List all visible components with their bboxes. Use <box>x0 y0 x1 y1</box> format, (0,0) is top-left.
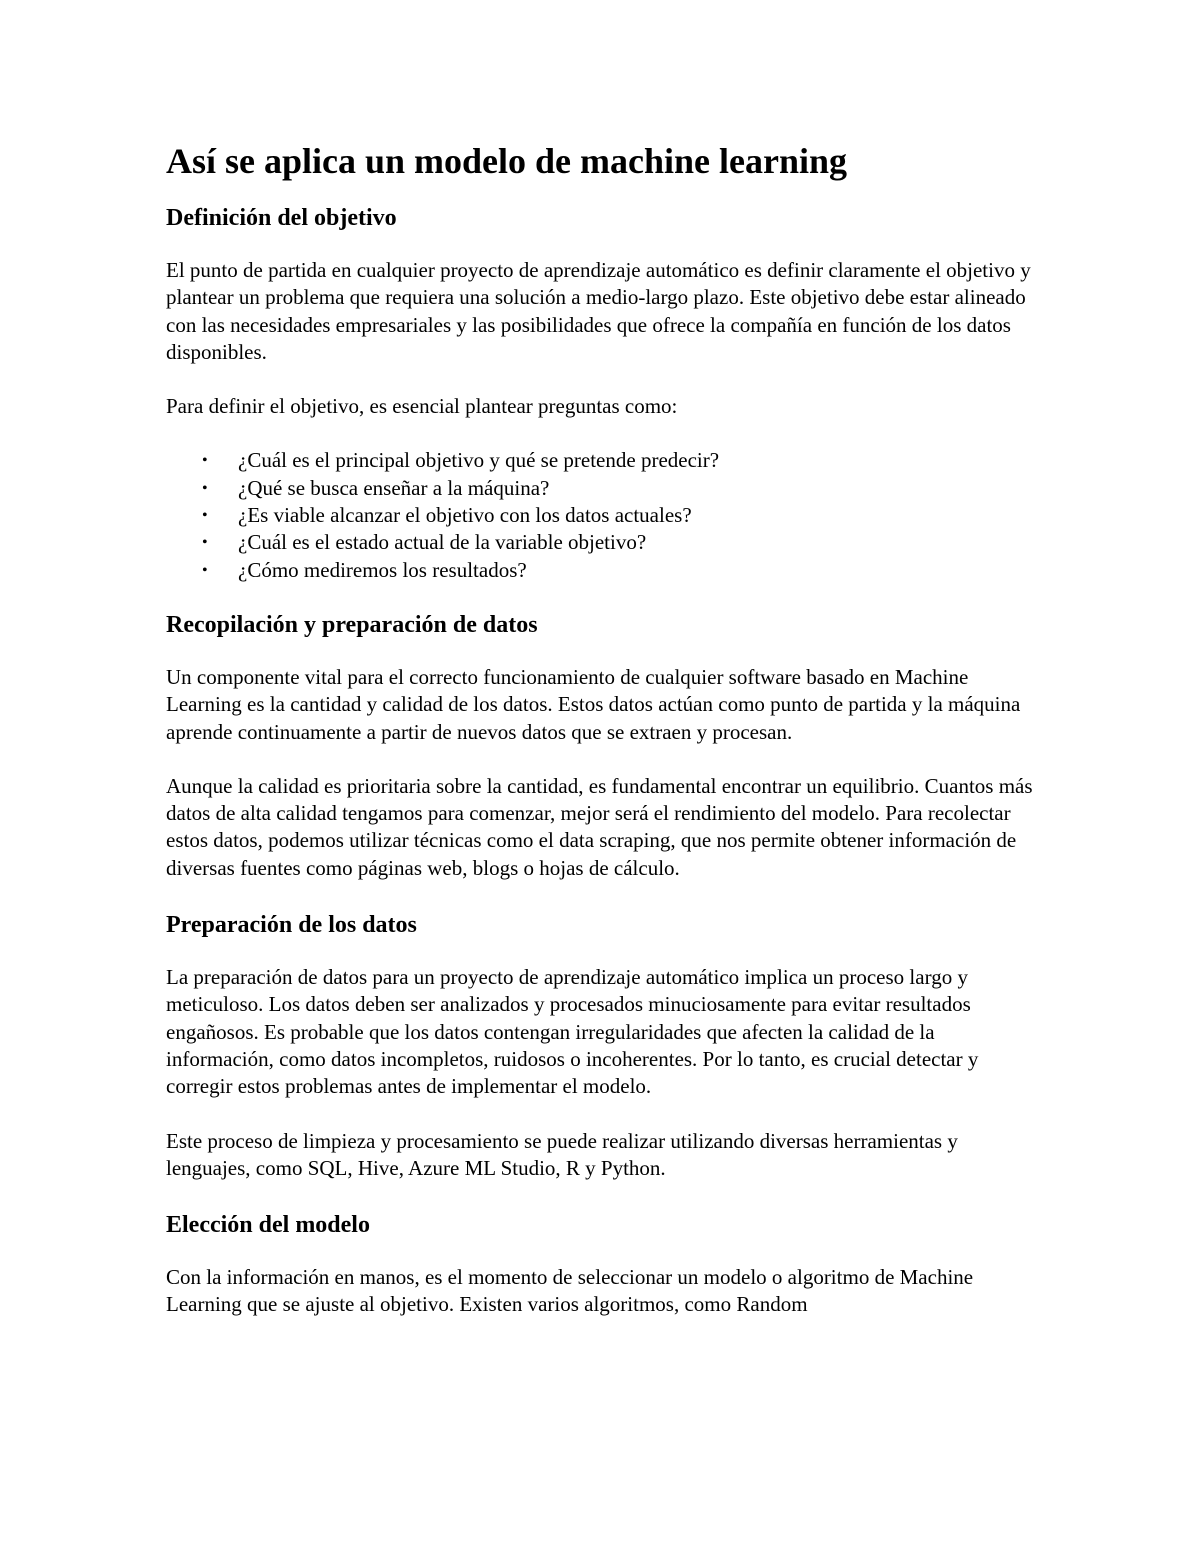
list-item-text: ¿Qué se busca enseñar a la máquina? <box>238 475 550 500</box>
list-item <box>166 475 1036 502</box>
paragraph: Para definir el objetivo, es esencial plantear preguntas como: <box>166 394 678 419</box>
paragraph: Aunque la calidad es prioritaria sobre la cantidad, es fundamental encontrar un equilibrio. Cuantos más datos de alta calidad tengamos para comenzar, mejor será el rendimiento del modelo. Para recolectar estos datos, podemos utilizar técnicas como el data scraping, que nos permite obtener información de diversas fuentes como páginas web, blogs o hojas de cálculo. <box>166 773 1033 880</box>
bullet-icon: • <box>202 452 208 470</box>
list-item-text: ¿Cuál es el estado actual de la variable objetivo? <box>238 530 647 555</box>
paragraph: El punto de partida en cualquier proyecto de aprendizaje automático es definir claramente el objetivo y plantear un problema que requiera una solución a medio-largo plazo. Este objetivo debe estar alineado con las necesidades empresariales y las posibilidades que ofrece la compañía en función de los datos disponibles. <box>166 258 1031 364</box>
section-heading-recopilacion: Recopilación y preparación de datos <box>166 611 538 638</box>
paragraph: Un componente vital para el correcto funcionamiento de cualquier software basado en Machine Learning es la cantidad y calidad de los datos. Estos datos actúan como punto de partida y la máquina aprende continuamente a partir de nuevos datos que se extraen y procesan. <box>166 664 1021 744</box>
bullet-icon: • <box>202 534 208 552</box>
list-item <box>166 447 1036 474</box>
list-item-text: ¿Es viable alcanzar el objetivo con los datos actuales? <box>238 503 692 528</box>
section-heading-preparacion: Preparación de los datos <box>166 912 417 939</box>
section-heading-objetivo: Definición del objetivo <box>166 205 397 231</box>
list-item <box>166 502 1036 529</box>
list-item-text: ¿Cómo mediremos los resultados? <box>238 557 527 582</box>
document-title: Así se aplica un modelo de machine learning <box>166 141 848 181</box>
list-item <box>166 557 1036 584</box>
question-list <box>166 447 1036 583</box>
list-item-text: ¿Cuál es el principal objetivo y qué se pretende predecir? <box>238 448 720 473</box>
bullet-icon: • <box>202 507 208 525</box>
paragraph: Este proceso de limpieza y procesamiento se puede realizar utilizando diversas herramientas y lenguajes, como SQL, Hive, Azure ML Studio, R y Python. <box>166 1128 958 1180</box>
section-heading-eleccion: Elección del modelo <box>166 1212 370 1239</box>
paragraph: Con la información en manos, es el momento de seleccionar un modelo o algoritmo de Machine Learning que se ajuste al objetivo. Existen varios algoritmos, como Random <box>166 1265 974 1317</box>
document-content <box>166 138 1036 1346</box>
bullet-icon: • <box>202 561 208 579</box>
paragraph: La preparación de datos para un proyecto de aprendizaje automático implica un proceso largo y meticuloso. Los datos deben ser analizados y procesados minuciosamente para evitar resultados engañosos. Es probable que los datos contengan irregularidades que afecten la calidad de la información, como datos incompletos, ruidosos o incoherentes. Por lo tanto, es crucial detectar y corregir estos problemas antes de implementar el modelo. <box>166 965 979 1099</box>
list-item <box>166 529 1036 556</box>
bullet-icon: • <box>202 479 208 497</box>
